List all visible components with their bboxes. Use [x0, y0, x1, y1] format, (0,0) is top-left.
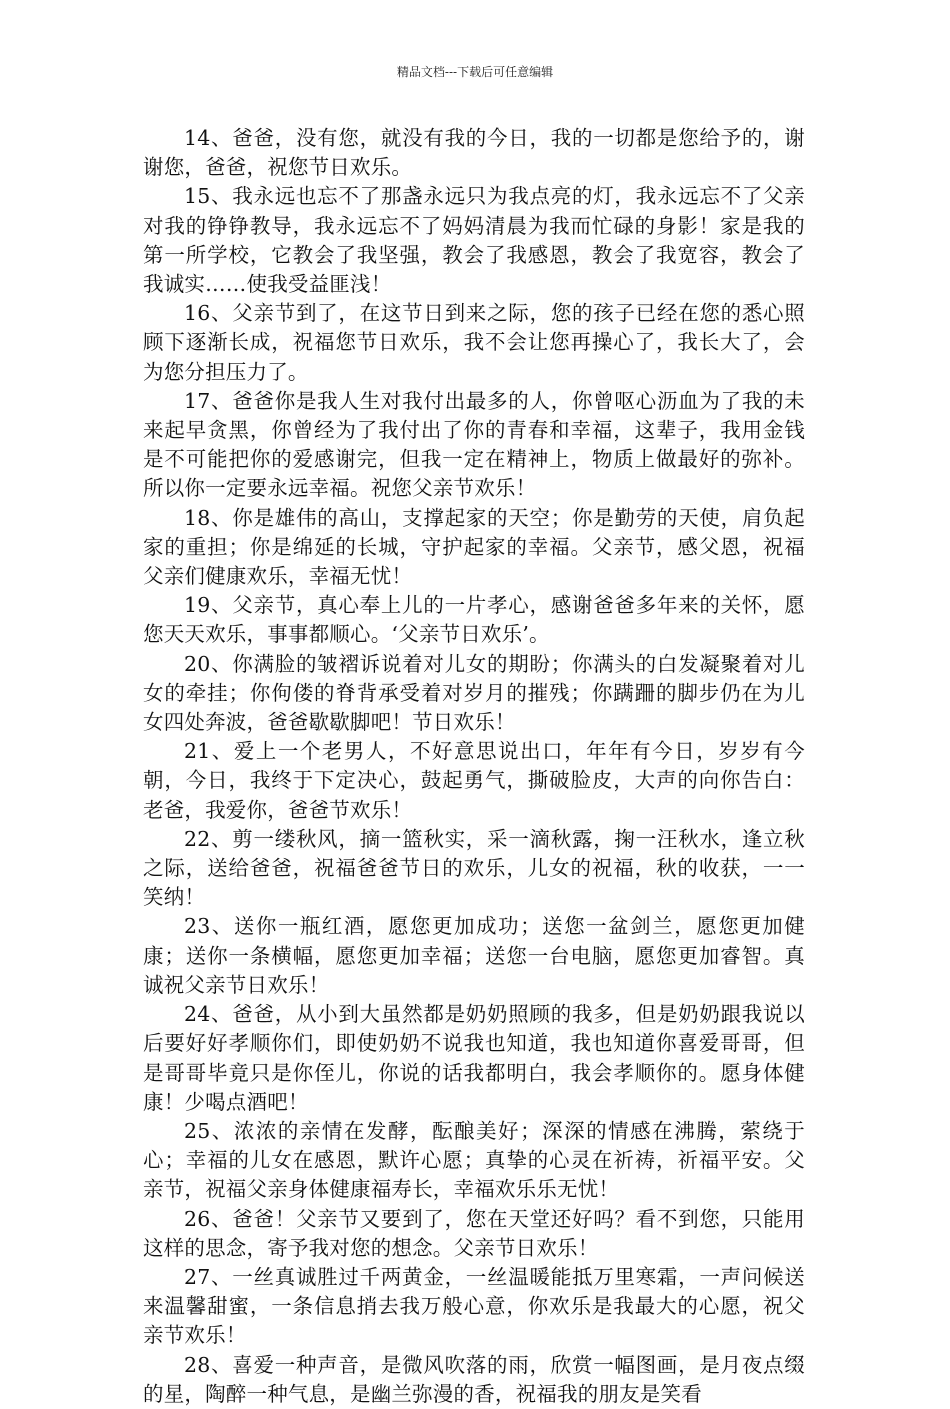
paragraph-18: 18、你是雄伟的高山，支撑起家的天空；你是勤劳的天使，肩负起家的重担；你是绵延的长城，守护起家的幸福。父亲节，感父恩，祝福父亲们健康欢乐，幸福无忧！ — [143, 505, 805, 589]
paragraph-15: 15、我永远也忘不了那盏永远只为我点亮的灯，我永远忘不了父亲对我的铮铮教导，我永远忘不了妈妈清晨为我而忙碌的身影！家是我的第一所学校，它教会了我坚强，教会了我感恩，教会了我宽容，教会了我诚实……使我受益匪浅！ — [143, 184, 805, 297]
paragraph-28: 28、喜爱一种声音，是微风吹落的雨，欣赏一幅图画，是月夜点缀的星，陶醉一种气息，是幽兰弥漫的香，祝福我的朋友是笑看 — [143, 1352, 805, 1406]
paragraph-17: 17、爸爸你是我人生对我付出最多的人，你曾呕心沥血为了我的未来起早贪黑，你曾经为了我付出了你的青春和幸福，这辈子，我用金钱是不可能把你的爱感谢完，但我一定在精神上，物质上做最好的弥补。所以你一定要永远幸福。祝您父亲节欢乐！ — [143, 388, 805, 501]
paragraph-14: 14、爸爸，没有您，就没有我的今日，我的一切都是您给予的，谢谢您，爸爸，祝您节日欢乐。 — [143, 126, 805, 180]
page-header: 精品文档---下载后可任意编辑 — [396, 65, 554, 79]
paragraph-20: 20、你满脸的皱褶诉说着对儿女的期盼；你满头的白发凝聚着对儿女的牵挂；你佝偻的脊背承受着对岁月的摧残；你蹒跚的脚步仍在为儿女四处奔波，爸爸歇歇脚吧！节日欢乐！ — [143, 651, 805, 735]
paragraph-25: 25、浓浓的亲情在发酵，酝酿美好；深深的情感在沸腾，萦绕于心；幸福的儿女在感恩，默许心愿；真挚的心灵在祈祷，祈福平安。父亲节，祝福父亲身体健康福寿长，幸福欢乐乐无忧！ — [143, 1118, 805, 1202]
paragraph-16: 16、父亲节到了，在这节日到来之际，您的孩子已经在您的悉心照顾下逐渐长成，祝福您节日欢乐，我不会让您再操心了，我长大了，会为您分担压力了。 — [143, 301, 805, 384]
paragraph-21: 21、爱上一个老男人，不好意思说出口，年年有今日，岁岁有今朝，今日，我终于下定决心，鼓起勇气，撕破脸皮，大声的向你告白：老爸，我爱你，爸爸节欢乐！ — [143, 739, 805, 822]
document-body — [143, 124, 805, 1409]
paragraph-27: 27、一丝真诚胜过千两黄金，一丝温暖能抵万里寒霜，一声问候送来温馨甜蜜，一条信息捎去我万般心意，你欢乐是我最大的心愿，祝父亲节欢乐！ — [143, 1264, 805, 1348]
paragraph-26: 26、爸爸！父亲节又要到了，您在天堂还好吗？看不到您，只能用这样的思念，寄予我对您的想念。父亲节日欢乐！ — [143, 1206, 805, 1260]
paragraph-19: 19、父亲节，真心奉上儿的一片孝心，感谢爸爸多年来的关怀，愿您天天欢乐，事事都顺心。‘父亲节日欢乐’。 — [143, 593, 805, 647]
paragraph-24: 24、爸爸，从小到大虽然都是奶奶照顾的我多，但是奶奶跟我说以后要好好孝顺你们，即使奶奶不说我也知道，我也知道你喜爱哥哥，但是哥哥毕竟只是你侄儿，你说的话我都明白，我会孝顺你的。愿身体健康！少喝点酒吧！ — [143, 1002, 805, 1114]
paragraph-23: 23、送你一瓶红酒，愿您更加成功；送您一盆剑兰，愿您更加健康；送你一条横幅，愿您更加幸福；送您一台电脑，愿您更加睿智。真诚祝父亲节日欢乐！ — [143, 914, 805, 997]
paragraph-22: 22、剪一缕秋风，摘一篮秋实，采一滴秋露，掬一汪秋水，逢立秋之际，送给爸爸，祝福爸爸节日的欢乐，儿女的祝福，秋的收获，一一笑纳！ — [143, 826, 805, 910]
